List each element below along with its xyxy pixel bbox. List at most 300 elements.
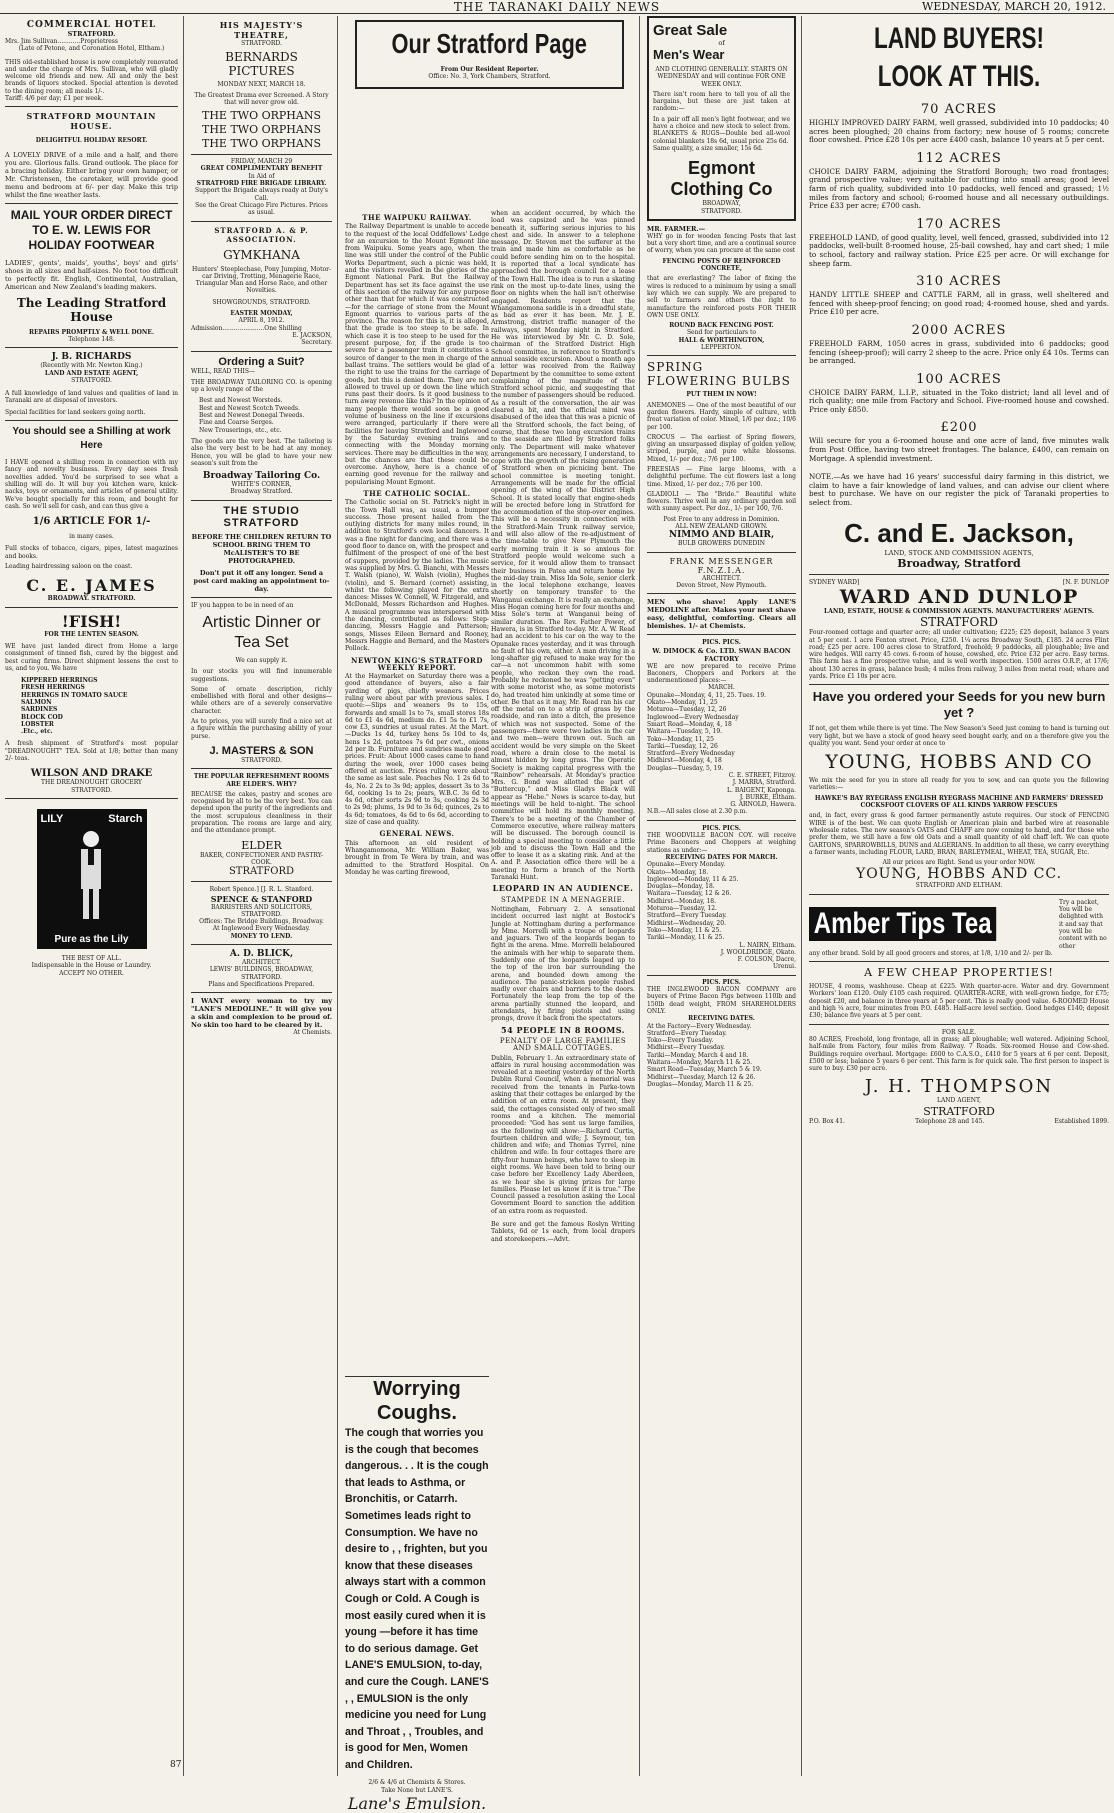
sale-title: Great Sale xyxy=(653,22,728,39)
offer-acres: £200 xyxy=(940,420,978,436)
richards-title: J. B. RICHARDS xyxy=(51,352,132,363)
gymkhana-showgrounds: SHOWGROUNDS, STRATFORD. xyxy=(212,298,311,306)
theatre-place: STRATFORD. xyxy=(241,40,282,47)
gymkhana-ad xyxy=(191,222,332,352)
woodville-date: Waitara—Tuesday, 12 & 26. xyxy=(647,890,732,898)
blick-address: LEWIS' BUILDINGS, BROADWAY, STRATFORD. xyxy=(209,966,314,981)
reporter-office: Office: No. 3, York Chambers, Stratford. xyxy=(428,73,551,81)
theatre-greatest: The Greatest Drama ever Screened. A Story that will never grow old. xyxy=(194,91,329,106)
suit-firm: Broadway Tailoring Co. xyxy=(202,471,321,482)
theatre-friday: FRIDAY, MARCH 29 xyxy=(230,158,293,166)
messenger-title: FRANK MESSENGER F.N.Z.I.A. xyxy=(669,556,774,575)
dinner-supply: We can supply it. xyxy=(235,656,288,664)
cheap-body: HOUSE, 4 rooms, washhouse. Cheap at £225. With quarter-acre. Water and dry. Government Workers' loan £120. Only £105 cash required. QUARTER-ACRE, with well-grown hedge, for £75; deposit £20, and balance in three years at 5 per cent. This is really good value. 6-ROOMED House and high ¼ acre, four minutes from P.O. £485. Half-acre level section. Good hedges £140; deposit £30; balance five years at 5 per cent. xyxy=(809,983,1109,1020)
sale-body-2: There isn't room here to tell you of all the bargains, but these are just taken at random:— xyxy=(653,90,790,113)
worrying-take: Take None but LANE'S. xyxy=(381,1786,453,1794)
thompson-title: J. H. THOMPSON xyxy=(864,1076,1054,1098)
hotel-place: STRATFORD. xyxy=(67,30,116,38)
land-title-1: LAND BUYERS! xyxy=(873,22,1044,55)
dinner-body-3: As to prices, you will surely find a nice set at a figure within the purchasing ability of your purse. xyxy=(191,718,332,740)
egmont-place: STRATFORD. xyxy=(701,207,742,215)
column-2 xyxy=(186,16,338,1776)
woodville-date: Toko—Monday, 11 & 25. xyxy=(647,926,722,934)
lily-logo-top-right: Starch xyxy=(108,812,143,825)
dimock-date: Douglas—Tuesday, 5, 19. xyxy=(647,764,724,772)
dimock-agent: L. BAIGENT, Kaponga. xyxy=(727,786,796,794)
great-sale-ad xyxy=(647,16,796,221)
general-body: This afternoon an old resident of Whangamomona, Mr. William Baker, was brought in from Te Wera by train, and was admitted to the Stratford Hospital. On Monday he was carting firewood, xyxy=(345,839,489,876)
offer-description: CHOICE DAIRY FARM, L.I.P., situated in the Toko district; land all level and of rich quality; one mile from Factory and School. Five-roomed house and cowshed. Price only £850. xyxy=(809,387,1109,414)
shilling-price: 1/6 ARTICLE FOR 1/- xyxy=(32,516,151,528)
bulbs-title: SPRING FLOWERING BULBS xyxy=(647,360,791,389)
fish-ad xyxy=(5,608,178,799)
mountain-title: STRATFORD MOUNTAIN HOUSE. xyxy=(26,111,157,132)
young-body-2: and, in fact, every grass & good farmer permanently astute requires. Our stock of FENCING WIRE is of the best. We can quote English or American plain and barbed wire at reasonable wholesale rates. The new season's OATS and CHAFF are now coming to hand, and for those who prefer them, we still have a few old Oats and a small quantity of old chaff left. We can quote GARTONS, SPARROWBILLS, DUNS and ALGERIANS. In addition to all these, we carry everything a farmer wants, including FLOUR, LARD, BRAN, BARLEYMEAL, WHEAT, TEA, SUGAR, Etc. xyxy=(809,812,1109,856)
suit-item: Fine and Coarse Serges. xyxy=(199,419,274,427)
leopard-body: Nottingham, February 2. A sensational incident occurred last night at Bostock's Jungle at Nottingham during a performance by Mme. Morrelli with a troupe of leopards and jaguars. Two of the leopards began to fight in the arena. Mme. Morrelli belaboured the animals with her whip to separate them. Suddenly one of the leopards leaped up to the top of the iron bar surrounding the arena, and bounded down among the audience. The panic-stricken people rushed madly over chairs and barriers to the doors. Fortunately the leap from the top of the arena partially stunned the leopard, and attendants, by firing pistols and using prongs, drove it back from the spectators. xyxy=(491,905,635,1023)
catholic-heading: THE CATHOLIC SOCIAL. xyxy=(363,488,471,498)
egmont-address: BROADWAY, xyxy=(702,200,741,208)
gymkhana-jackson: E. JACKSON, xyxy=(292,331,332,339)
dimock-date: Tariki—Tuesday, 12, 26 xyxy=(647,742,718,750)
amber-foot: any other brand. Sold by all good grocers and stores, at 1/8, 1/10 and 2/- per lb. xyxy=(809,949,1053,957)
inglewood-bacon-ad xyxy=(647,976,796,1088)
rooms-heading: 54 PEOPLE IN 8 ROOMS. xyxy=(501,1024,625,1035)
farmer-firm: HALL & WORTHINGTON, xyxy=(678,336,765,344)
spence-money: MONEY TO LEND. xyxy=(230,932,293,940)
sale-80-acres: 80 ACRES, Freehold, long frontage, all in grass; all ploughable; well watered. Adjoining School, half-mile from Factory, four miles from Railway. 7 Roads. Six-roomed House and Cow-shed. Buildings require overhaul. Mortgage: £600 to C.A.S.O., £410 for 5 years at 6 per cent. Deposit, £500 or less; balance 5 years 6 per cent. This farm is for quick sale. The first person to inspect is sure to buy. £30 per acre. xyxy=(809,1035,1109,1073)
inglewood-date: Midhirst—Every Tuesday. xyxy=(647,1044,725,1052)
fish-item: .Etc., etc. xyxy=(21,728,53,736)
jackson-title: C. and E. Jackson, xyxy=(844,517,1074,548)
woodville-agent: F. COLSON, Dacre, xyxy=(737,956,796,964)
shave-ad xyxy=(647,594,796,635)
thompson-ad xyxy=(809,1025,1109,1125)
seeds-ad xyxy=(809,685,1109,894)
shilling-body: I HAVE opened a shilling room in connection with my fancy and novelty business. Every day sees fresh novelties added. You'd be surprised to see what a shilling will do. It will buy you kitchen ware, knick-nacks, toys or ornaments, and articles of general utility. We've bought specially for this room, and bought for cash. So we'll sell for cash, and can thus give a xyxy=(5,459,178,510)
masthead xyxy=(0,0,1114,14)
leopard-subheading: STAMPEDE IN A MENAGERIE. xyxy=(501,895,625,904)
theatre-title: HIS MAJESTY'S THEATRE, xyxy=(219,20,304,40)
dinner-intro: IF you happen to be in need of an xyxy=(191,601,294,609)
theatre-monday: MONDAY NEXT, MARCH 18. xyxy=(217,81,306,89)
offer-description: Will secure for you a 6-roomed house and one acre of land, five minutes walk from Post Office, having two street frontages. The balance, £400, can remain on Mortgage. A splendid investment. xyxy=(809,436,1109,463)
shilling-ad xyxy=(5,421,178,608)
dimock-note: N.B.—All sales close at 2.30 p.m. xyxy=(647,808,748,816)
seeds-title: Have you ordered your Seeds for you new burn yet ? xyxy=(812,689,1106,721)
lily-tagline-3: ACCEPT NO OTHER. xyxy=(59,969,124,977)
spence-title: SPENCE & STANFORD xyxy=(210,893,313,904)
lewis-brand: The Leading Stratford House xyxy=(16,295,167,324)
woodville-agent: Urenui. xyxy=(772,963,796,971)
james-title: C. E. JAMES xyxy=(26,576,157,596)
offer-description: FREEHOLD LAND, of good quality, level, well fenced, grassed, subdivided into 12 paddocks, well-built 8-roomed house, 25-bail cowshed, hay and cart shed; 1 mile to school, factory and railway station. Price £25 per acre. Or will exchange for sheep farm. xyxy=(809,232,1109,268)
theatre-benefit: GREAT COMPLIMENTARY BENEFIT xyxy=(200,165,323,173)
bulbs-freesias: FREESIAS — Fine large blooms, with a delightful perfume. The cut flowers last a long time. Mixed, 1/- per doz.; 7/6 per 100. xyxy=(647,465,796,488)
medoline-ad xyxy=(191,993,332,1036)
woodville-bacon-ad xyxy=(647,821,796,976)
general-heading: GENERAL NEWS. xyxy=(379,829,455,839)
lily-starch-ad xyxy=(5,799,178,977)
theatre-support: Support the Brigade always ready at Duty's Call. xyxy=(195,187,328,202)
studio-body-2: Don't put it off any longer. Send a post card making an appointment to-day. xyxy=(193,568,330,593)
offer-acres: 2000 ACRES xyxy=(911,322,1007,338)
orphans-2: THE TWO ORPHANS xyxy=(201,123,321,137)
offer-acres: 70 ACRES xyxy=(920,102,998,117)
bulbs-anemones: ANEMONES — One of the most beautiful of our garden flowers. Hardy, simple of culture, with freat variation of color. Mixed, 1/6 per doz.; 10/6 per 100. xyxy=(647,401,796,431)
hotel-title: COMMERCIAL HOTEL xyxy=(26,20,157,30)
fish-items xyxy=(21,677,178,735)
amber-side: Try a packet, You will be delighted with it and say that you will be content with no other xyxy=(1059,898,1107,950)
elder-head: THE POPULAR REFRESHMENT ROOMS ARE ELDER'S. WHY? xyxy=(193,773,330,788)
worrying-price: 2/6 & 4/6 at Chemists & Stores. xyxy=(368,1779,466,1787)
fencing-posts-ad xyxy=(647,221,796,356)
orphans-3: THE TWO ORPHANS xyxy=(201,137,321,151)
elder-subtitle: BAKER, CONFECTIONER AND PASTRY-COOK. xyxy=(199,851,324,866)
thompson-place: STRATFORD xyxy=(923,1104,995,1118)
studio-title: THE STUDIO STRATFORD xyxy=(223,504,300,529)
gymkhana-body: Hunters' Steeplechase, Pony Jumping, Motor-car Driving, Trotting, Menagerie Race, Triangular Man and Horse Race, and other Novelties. xyxy=(191,265,332,295)
ward-dunlop-ad xyxy=(809,575,1109,686)
land-title-2: LOOK AT THIS. xyxy=(877,60,1041,93)
bulbs-firm: NIMMO AND BLAIR, xyxy=(668,530,775,541)
farmer-body: WHY go in for wooden fencing Posts that last but a very short time, and are a continual source of worry, when you can procure at the same cost xyxy=(647,232,796,255)
sale-of: of xyxy=(718,39,725,47)
gymkhana-title: GYMKHANA xyxy=(223,247,300,262)
richards-place: STRATFORD. xyxy=(71,376,112,384)
amber-tea-ad xyxy=(809,895,1109,962)
wilson-subtitle: THE DREADNOUGHT GROCERY xyxy=(40,779,143,787)
amber-title: Amber Tips Tea xyxy=(809,907,996,941)
blick-role: ARCHITECT. xyxy=(241,959,282,966)
fish-subtitle: FOR THE LENTEN SEASON. xyxy=(44,630,139,638)
ward-name: SYDNEY WARD] xyxy=(809,578,860,586)
offer-description: CHOICE DAIRY FARM, adjoining the Stratford Borough; two road frontages; grand prospective value; very suitable for cutting into small areas; good level farm of rich quality, subdivided into 10 paddocks, well fenced and grassed; 1½ miles from factory and school; 6-roomed house and all necessary outbuildings. Price £33 per acre; £700 cash. xyxy=(809,166,1109,211)
waipuku-heading: THE WAIPUKU RAILWAY. xyxy=(362,213,472,222)
thompson-role: LAND AGENT, xyxy=(936,1097,982,1105)
blick-plans: Plans and Specifications Prepared. xyxy=(208,980,315,988)
young-body: We mix the seed for you in store all ready for you to sow, and can quote you the following varieties:— xyxy=(809,777,1109,792)
dimock-date: Opunake—Monday, 4, 11, 25. Tues. 19. xyxy=(647,691,767,699)
news-column-right xyxy=(491,210,635,1770)
medoline-chemists: At Chemists. xyxy=(293,1029,332,1037)
woodville-date: Opunake—Every Monday. xyxy=(647,861,726,869)
jackson-role: LAND, STOCK AND COMMISSION AGENTS, xyxy=(884,548,1034,557)
dimock-agent: J. MARRA, Stratford. xyxy=(732,779,796,787)
dimock-dates xyxy=(647,692,796,772)
messenger-ad xyxy=(647,553,796,595)
young-place: STRATFORD AND ELTHAM. xyxy=(915,882,1003,890)
offer-acres: 170 ACRES xyxy=(916,216,1002,232)
inglewood-date: At the Factory—Every Wednesday. xyxy=(647,1022,752,1030)
dimock-body: WE are now prepared to receive Prime Baconers, Choppers and Porkers at the undermentioned places:— xyxy=(647,662,796,685)
lily-tagline: THE BEST OF ALL. xyxy=(61,954,122,962)
spence-names: Robert Spence.] [J. R. L. Stanford. xyxy=(209,886,314,894)
rooms-footer-advert: Be sure and get the famous Roslyn Writing Tablets, 6d or 1s each, from local drapers and storekeepers.—Advt. xyxy=(491,1221,635,1243)
richards-ad xyxy=(5,348,178,421)
page-number: 87 xyxy=(170,1760,182,1770)
richards-body-2: Special facilities for land seekers going north. xyxy=(5,408,146,416)
woodville-date: Midhirst—Wednesday, 20. xyxy=(647,919,726,927)
dunlop-name: [N. F. DUNLOP xyxy=(1062,578,1109,586)
farmer-heading: MR. FARMER.— xyxy=(647,224,706,233)
blick-ad xyxy=(191,945,332,993)
spence-ad xyxy=(191,882,332,945)
column-3 xyxy=(340,16,640,1813)
bulbs-gladioli: GLADIOLI — The "Bride." Beautiful white flowers. Thrive well in any ordinary garden soil with sunny aspect. Per doz., 1/- per 100, 7/6. xyxy=(647,490,796,513)
dinner-set-ad xyxy=(191,598,332,770)
dimock-agent: G. ARNOLD, Hawera. xyxy=(730,801,796,809)
suit-well: WELL, READ THIS— xyxy=(191,367,255,375)
inglewood-date: Tariki—Monday, March 4 and 18. xyxy=(647,1051,749,1059)
inglewood-date: Stratford—Every Tuesday. xyxy=(647,1029,727,1037)
inglewood-title: THE INGLEWOOD BACON COMPANY are buyers of Prime Bacon Pigs between 110lb and 150lb dead weight, FROM SHAREHOLDERS ONLY. xyxy=(647,986,796,1015)
bulbs-put: PUT THEM IN NOW! xyxy=(686,391,757,399)
bulbs-grown: ALL NEW ZEALAND GROWN. xyxy=(675,523,768,531)
worrying-brand: Lane's Emulsion. xyxy=(347,1794,487,1813)
suit-body: THE BROADWAY TAILORING CO. is opening up a lovely range of the xyxy=(191,378,332,394)
suit-title: Ordering a Suit? xyxy=(218,355,305,368)
jackson-address: Broadway, Stratford xyxy=(897,556,1021,570)
richards-role: LAND AND ESTATE AGENT, xyxy=(44,369,139,377)
woodville-date: Tariki—Monday, 11 & 25. xyxy=(647,934,725,942)
suit-corner: WHITE'S CORNER, xyxy=(231,481,292,489)
dimock-date: Waitara—Tuesday, 5, 19. xyxy=(647,728,723,736)
shave-body: MEN who shave! Apply LANE'S MEDOLINE after. Makes your next shave easy, delightful, comforting. Clears all blemishes. 1/- at Chemists. xyxy=(647,598,796,631)
worrying-body: The cough that worries you is the cough that becomes dangerous. . . It is the cough that leads to Asthma, or Bronchitis, or Catarrh. Sometimes leads right to Consumption. We have no desire to , , frighten, but you know that these diseases always start with a common Cough or Cold. A Cough is most easily cured when it is young —before it has time to do serious damage. Get LANE'S EMULSION, to-day, and cure the Cough. LANE'S , , EMULSION is the only medicine you need for Lung and Throat , , Troubles, and is good for Men, Women and Children. xyxy=(345,1427,489,1771)
pics-label-3: PICS. PICS. xyxy=(702,978,741,986)
lewis-title: MAIL YOUR ORDER DIRECT TO E. W. LEWIS FOR HOLIDAY FOOTWEAR xyxy=(10,207,173,252)
sale-wear: Men's Wear xyxy=(653,47,725,62)
fish-item: SALMON xyxy=(21,698,52,706)
bulbs-crocus: CROCUS — The earliest of Spring flowers, giving an unsurpassed display of golden yellow, striped, purple, and pure white blossoms. Mixed, 1/- per doz.; 7/6 per 100. xyxy=(647,433,796,463)
gymkhana-easter: EASTER MONDAY, xyxy=(230,310,293,318)
thompson-box: P.O. Box 41. xyxy=(809,1117,845,1125)
suit-ad xyxy=(191,352,332,501)
commercial-hotel-ad xyxy=(5,16,178,107)
farmer-body-2: that are everlasting? The labor of fixing the wires is reduced to a minimum by using a small key which we can supply. We are prepared to sell to farmers and others the right to manufacture the reinforced posts FOR THEIR OWN USE ONLY. xyxy=(647,275,796,319)
lily-logo xyxy=(37,809,147,949)
theatre-see: See the Great Chicago Fire Pictures. Prices as usual. xyxy=(195,201,328,217)
dimock-date: Toko—Monday, 11, 25 xyxy=(647,735,714,743)
pics-label: PICS. PICS. xyxy=(702,639,741,647)
ap-title: STRATFORD A. & P. ASSOCIATION. xyxy=(214,225,309,244)
pics-label-2: PICS. PICS. xyxy=(702,824,741,832)
suit-address: Broadway Stratford. xyxy=(230,488,293,496)
young-prices: All our prices are Right. Send us your order NOW. xyxy=(882,859,1036,867)
wilson-place: STRATFORD. xyxy=(71,786,112,794)
woodville-date: Douglas—Monday, 18. xyxy=(647,883,715,891)
elder-body: BECAUSE the cakes, pastry and scones are recognised by all to be the very best. You can depend upon the purity of the ingredients and the most scrupulous cleanliness in their preparation. The rooms are large and airy, and the attendance prompt. xyxy=(191,790,332,835)
resident-reporter: From Our Resident Reporter. xyxy=(440,66,539,73)
dimock-title: W. DIMOCK & Co. LTD. SWAN BACON FACTORY xyxy=(652,646,791,663)
inglewood-dates xyxy=(647,1023,796,1089)
column-5 xyxy=(804,16,1114,1776)
woodville-dates-head: RECEIVING DATES FOR MARCH. xyxy=(665,853,778,861)
land-buyers-ad xyxy=(809,16,1109,575)
hotel-proprietor-note: (Late of Petone, and Coronation Hotel, Eltham.) xyxy=(18,45,165,53)
dimock-date: Stratford—Every Wednesday xyxy=(647,750,735,758)
hotel-body: THIS old-established house is now completely renovated and under the charge of Mrs. Sullivan, who will gladly welcome old friends and new. All and only the best brands of liquors stocked. Special attention is devoted to the dining room; all meals 1/-. xyxy=(5,58,178,95)
studio-ad xyxy=(191,501,332,598)
suit-item: Best and Newest Scotch Tweeds. xyxy=(199,404,300,412)
lewis-footwear-ad xyxy=(5,204,178,349)
fish-item: BLOCK COD xyxy=(21,713,63,721)
dimock-agent: J. BURKE, Eltham. xyxy=(739,793,796,801)
gymkhana-secretary: Secretary. xyxy=(301,339,332,347)
inglewood-dates-head: RECEIVING DATES. xyxy=(688,1015,755,1023)
dimock-date: Okato—Monday, 11, 25 xyxy=(647,699,718,707)
thompson-telephone: Telephone 28 and 145. xyxy=(915,1117,985,1125)
catholic-body: The Catholic social on St. Patrick's night in the Town Hall was, as usual, a bumper success. Those present hailed from the outlying districts for many miles round, in addition to Stratford's own local dancers. It was a fine night for dancing, and there was a good floor to dance on, with the prospect and fulfilment of the prospect of one of the best of suppers, provided by the ladies. The music was supplied by Mrs. G. Bianchi, with Messrs T. Walsh (piano), W. Walsh (violin), Hughes (violin), and S. Bernard (cornet) assisting, whilst the following played for the extra dances: Misses W. Connell, W. Fitzgerald, and McDonald, Messrs Richardson and Hughes. A musical programme was interspersed with the dancing, contributed as follows: Step-dancing, Messrs Haggie and Patterson; songs, Misses Eileen Bernard and Rooney, Messrs Haggie and Bernard, and the Masters Pollock. xyxy=(345,499,489,653)
gymkhana-admission: Admission......................One Shilling xyxy=(191,324,302,332)
offer-acres: 100 ACRES xyxy=(916,371,1002,387)
young-grasses: HAWKE'S BAY RYEGRASS ENGLISH RYEGRASS MACHINE AND FARMERS' DRESSED COCKSFOOT CLOVERS OF ALL KINDS YARROW FESCUES xyxy=(814,794,1104,810)
woodville-agent: J. WOOLDRIDGE, Okato. xyxy=(720,948,796,956)
dimock-date: Inglewood—Every Wednesday xyxy=(647,713,739,721)
hotel-tariff: Tariff: 4/6 per day; £1 per week. xyxy=(5,95,104,103)
james-place: BROADWAY. STRATFORD. xyxy=(47,595,136,603)
lewis-body: LADIES', gents', maids', youths', boys' and girls' shoes in all sizes and half-sizes. No foot too difficult to perfectly fit. English, Continental, Australian, American and New Zealand's leading makers. xyxy=(5,258,178,291)
offer-acres: 112 ACRES xyxy=(916,150,1002,166)
sale-heading: FOR SALE. xyxy=(941,1028,977,1036)
leopard-heading: LEOPARD IN AN AUDIENCE. xyxy=(492,883,634,894)
worrying-coughs-ad xyxy=(345,1376,489,1813)
fish-item: LOBSTER xyxy=(21,720,54,728)
spence-role: BARRISTERS AND SOLICITORS, STRATFORD. xyxy=(210,903,313,918)
gymkhana-april: APRIL 8, 1912. xyxy=(238,317,285,325)
fish-tea: A fresh shipment of Stratford's most popular "DREADNOUGHT" TEA. Sold at 1/8; better than many 2/- teas. xyxy=(5,740,178,763)
masters-place: STRATFORD. xyxy=(241,756,282,764)
richards-subtitle: (Recently with Mr. Newton King.) xyxy=(40,362,143,370)
thompson-established: Established 1899. xyxy=(1054,1117,1109,1125)
suit-body-2: The goods are the very best. The tailoring is also the very best to be had at any money. Hence, you will be glad to have your new season's suit from the xyxy=(191,437,332,467)
messenger-address: Devon Street, New Plymouth. xyxy=(676,581,767,589)
ward-place: STRATFORD xyxy=(919,615,999,630)
offer-description: FREEHOLD FARM, 1050 acres in grass, subdivided into 6 paddocks; good fencing (sheep-proof); will carry 2 sheep to the acre. Price only £4 10s. Terms can be arranged. xyxy=(809,338,1109,366)
mountain-body: A LOVELY DRIVE of a mile and a half, and there you are. Glorious falls. Grand outlook. The place for a bracing holiday. Either bring your own hamper, or Mr. Christensen, the caretaker, will provide good menu and bedroom at 6/- per day. Make this trip whilst the fine weather lasts. xyxy=(5,150,178,199)
fish-item: HERRINGS IN TOMATO SAUCE xyxy=(21,691,128,699)
suit-items xyxy=(199,397,332,433)
woodville-agents xyxy=(647,942,796,971)
inglewood-date: Waitara—Monday, March 11 & 25. xyxy=(647,1058,753,1066)
young-title: YOUNG, HOBBS AND CO xyxy=(825,751,1093,774)
hotel-proprietor: Mrs. Jim Sullivan............Proprietress xyxy=(5,38,118,45)
cheap-properties-ad xyxy=(809,962,1109,1024)
ward-role: LAND, ESTATE, HOUSE & COMMISSION AGENTS. MANUFACTURERS' AGENTS. xyxy=(824,607,1094,615)
dinner-body: In our stocks you will find innumerable suggestions. xyxy=(191,668,332,683)
offer-description: HANDY LITTLE SHEEP and CATTLE FARM, all in grass, well sheltered and fenced with sheep-proof fencing; on good road; 4-roomed house, shed and yards. Price £10 per acre. xyxy=(809,290,1109,317)
farmer-send: Send for particulars to xyxy=(686,329,757,337)
farmer-round: ROUND BACK FENCING POST. xyxy=(669,322,774,330)
seeds-body: If not, get them while there is yet time. The New Season's Seed just coming to hand is turning out very light, but we have a stock of good heavy seed bought early, and on a therefore give you the quality you want. Send your order at once to xyxy=(809,725,1109,747)
dimock-date: Moturoa—Tuesday, 12, 26 xyxy=(647,706,727,714)
lily-logo-bottom: Pure as the Lily xyxy=(54,933,129,945)
inglewood-date: Douglas—Monday, March 11 & 25. xyxy=(647,1080,754,1088)
woodville-date: Okato—Monday, 18. xyxy=(647,868,709,876)
fish-title: !FISH! xyxy=(61,611,122,631)
spence-inglewood: At Inglewood Every Wednesday. xyxy=(212,925,311,933)
land-note: NOTE.—As we have had 16 years' successful dairy farming in this district, we claim to have a fair knowledge of land values, and can advise our client where best to purchase. We have on our register the pick of Taranaki properties to select from. xyxy=(809,472,1109,508)
dimock-agents xyxy=(647,772,796,808)
general-body-continued: when an accident occurred, by which the load was capsized and he was pinned beneath it, suffering serious injuries to his chest and side. In answer to a telephone message, Dr. Steven met the sufferer at the train and made him as comfortable as he could before sending him on to the hospital. It is reported that a local syndicate has approached the borough council for a lease of the Town Hall. The idea is to run a skating rink on the most up-to-date lines, using the floor on nights when the hall isn't otherwise engaged. Residents report that the Whangamomona saddle is in a dreadful state, as bad as ever it has been. Mr. J. E. Armstrong, district traffic manager of the railways, spent Monday night in Stratford. He was interviewed by Mr. C. D. Sole, chairman of the Stratford District High School committee, in reference to Stratford's annual seaside excursion. About a month ago a letter was received from the Railway Department by the committee to some extent complaining of the magnitude of the Stratford school picnic, and suggesting that the number of passengers should be reduced. As a result of the conversation, the air was cleared a bit, and the official mind was disabused of the idea that this was a picnic of all the Stratford schools, the fact being, of course, that these two long excursion trains to the seaside are filled by Stratford folks only. The Department will make whatever arrangements are necessary, I understand, to cope with the growth of the rising generation of Stratford when on picnicing bent. The school committee is meeting tonight. Arrangements will be made for the official opening of the wing of the District High School. It is stated locally that engine-sheds will be erected before long in Stratford for the accommodation of the stop-over engines. This will be a necessity in connection with the Stratford-Main Trunk railway service, and will also allow of the re-adjustment of the time-table to give New Plymouth the early morning train it is so anxious for. Stratford people would welcome such a service, for it would allow them to transact their business in Patea and return home by the mid-day train. Miss Ida Sole, senior clerk in the local telephone exchange, leaves shortly on temporary transfer to the Wanganui exchange. It is really an exchange, Miss Hogan coming here for four months and Miss Sole's term at Wanganui being of similar duration. The Rev. Father Power, of Hawera, is in Stratford to-day. Mr. A. W. Read had an accident to his car on the way to the Opunake races yesterday, and it was through no fault of his own, either. A man driving in a long-shafter gig refused to make way for the car—a not uncommon habit with some people, who reckon they own the road. Probably he reckoned he was "getting even" with some motorist who, as some motorists do, had treated him unkindly at some time or other. Be that as it may, Mr. Read ran his car off the metal on to a strip of grass by the roadside, and ran into a ditch, the presence of which was not suspected. Some of the passengers—there were two ladies in the car and two men—were thrown out. Such an accident would be very simple on the Skeet road, where a drain close to the metal is almost hidden by long grass. The Operatic Society is making capital progress with the "Rainbow" rehearsals. At Monday's practice Mrs. G. Bond was allotted the part of "Buttercup," and Miss Gladys Black will appear as "Hebe." News is scarce to-day, but meetings will be held to-night. The school committee will hold its monthly meeting. There's to be a meeting of the Chamber of Commerce executive, where railway matters will be discussed. The borough council is holding a special meeting to consider a little job and to discuss the Town Hall and the offer to lease it as a skating rink. And at the A. and P. Association office there will be a meeting to form a branch of the North Taranaki Hunt. xyxy=(491,210,635,882)
woodville-date: Inglewood—Monday, 11 & 25. xyxy=(647,875,739,883)
newton-heading: NEWTON KING'S STRATFORD WEEKLY REPORT. xyxy=(351,655,483,672)
dimock-date: Smart Road—Monday, 4, 18 xyxy=(647,720,732,728)
lily-logo-top-left: LILY xyxy=(40,812,64,825)
bernards-pictures: BERNARDS PICTURES xyxy=(225,50,298,79)
bulbs-growers: BULB GROWERS DUNEDIN xyxy=(677,540,765,548)
inglewood-date: Toko—Every Tuesday. xyxy=(647,1037,714,1045)
lily-tagline-2: Indispensable in the House or Laundry. xyxy=(31,962,152,970)
woodville-date: Midhirst—Monday, 18. xyxy=(647,897,717,905)
dimock-march: MARCH. xyxy=(708,684,735,692)
worrying-title: Worrying Coughs. xyxy=(373,1378,461,1424)
spence-offices: Offices: The Bridge Buildings, Broadway. xyxy=(199,918,324,926)
woodville-dates xyxy=(647,861,796,941)
studio-body: BEFORE THE CHILDREN RETURN TO SCHOOL BRING THEM TO McALISTER'S TO BE PHOTOGRAPHED. xyxy=(191,532,332,565)
farmer-place: LEPPERTON. xyxy=(701,344,742,352)
messenger-role: ARCHITECT. xyxy=(701,574,742,582)
masthead-title: THE TARANAKI DAILY NEWS xyxy=(453,0,661,14)
shilling-stock: Full stocks of tobacco, cigars, pipes, latest magazines and books. xyxy=(5,545,178,560)
mountain-house-ad xyxy=(5,107,178,203)
fish-body: WE have just landed direct from Home a large consignment of tinned fish, cured by the biggest and best curing firms. Direct shipment lessens the cost to us, and to you. We have xyxy=(5,642,178,672)
shilling-salon: Leading hairdressing saloon on the coast. xyxy=(5,563,133,571)
sale-body-3: In a pair off all men's light footwear, and we have a choice and new stock to select from. BLANKETS & RUGS—Double bed all-wool colonial blankets 18s 6d, usual price 25s 6d. xyxy=(653,115,790,145)
woodville-date: Stratford—Every Tuesday. xyxy=(647,912,727,920)
theatre-aid: In Aid of xyxy=(248,172,275,180)
young-firm: YOUNG, HOBBS AND CC. xyxy=(855,866,1063,883)
masters-title: J. MASTERS & SON xyxy=(209,744,314,757)
bulbs-post: Post Free to any address in Dominion. xyxy=(663,515,780,523)
fish-item: SARDINES xyxy=(21,706,58,714)
sale-body-4: Same quality, a size smaller, 15s 6d. xyxy=(653,144,763,152)
orphans-1: THE TWO ORPHANS xyxy=(201,109,321,123)
lewis-telephone: Telephone 148. xyxy=(68,335,115,343)
stratford-page-title: Our Stratford Page xyxy=(391,28,588,59)
woodville-agent: L. NAIRN, Eltham. xyxy=(739,941,796,949)
blick-title: A. D. BLICK, xyxy=(229,949,294,959)
elder-place: STRATFORD xyxy=(228,866,295,878)
theatre-ad xyxy=(191,16,332,222)
masthead-date: WEDNESDAY, MARCH 20, 1912. xyxy=(922,0,1106,13)
sale-body: AND CLOTHING GENERALLY. STARTS ON WEDNESDAY and will continue FOR ONE WEEK ONLY. xyxy=(655,66,788,88)
lewis-repairs: REPAIRS PROMPTLY & WELL DONE. xyxy=(29,328,154,336)
farmer-posts: FENCING POSTS OF REINFORCED CONCRETE, xyxy=(662,257,781,273)
suit-item: New Trouserings, etc., etc. xyxy=(199,426,282,434)
woodville-date: Moturoa—Tuesday, 12. xyxy=(647,905,717,913)
egmont-title: Egmont Clothing Co xyxy=(670,158,773,200)
cheap-title: A FEW CHEAP PROPERTIES! xyxy=(864,966,1054,980)
suit-item: Best and Newest Worsteds. xyxy=(199,397,283,405)
inglewood-date: Midhirst—Tuesday, March 12 & 26. xyxy=(647,1073,756,1081)
inglewood-date: Smart Road—Tuesday, March 5 & 19. xyxy=(647,1066,762,1074)
elder-ad xyxy=(191,769,332,882)
ward-body: Four-roomed cottage and quarter acre; all under cultivation; £225; £25 deposit, balance 3 years at 5 per cent. 1 acre Fenton street. Price, £250. 1¼ acres Broadway South, £185. 24 acres Flint road; £25 per acre. 100 acres close to Stratford, freehold; 9 paddocks, all ploughable; live and wire hedges. Will carry 45 cows. 6-room of house, cowshed, etc. Price £32 per acre. Easy terms. This farm has a fine prospective value, and is well worth inspection. 1500 acres O.R.P., at 17/6; about 130 acres in grass, balance bush; 4 miles from railway, 3 miles from metal road; whare and yards. Price £1 10s per acre. xyxy=(809,629,1109,680)
dinner-title: Artistic Dinner or Tea Set xyxy=(202,613,321,651)
mountain-subtitle: DELIGHTFUL HOLIDAY RESORT. xyxy=(35,137,148,145)
stratford-page-header xyxy=(355,20,624,89)
column-1 xyxy=(0,16,184,1776)
offer-description: HIGHLY IMPROVED DAIRY FARM, well grassed, subdivided into 10 paddocks; 40 acres been ploughed; 20 chains from factory; new house of 5 rooms; concrete floor cowshed. Price £28 10s per acre £400 cash, balance 10 years at 5 per cent. xyxy=(809,118,1109,145)
shilling-cases: in many cases. xyxy=(69,533,114,541)
ward-title: WARD AND DUNLOP xyxy=(839,585,1079,608)
newton-body: At the Haymarket on Saturday there was a good attendance of buyers, also a fair yarding of pigs, chiefly weaners. Prices ruling were about par with previous sales. I quote:—Slips and weaners 9s to 15s, forwards and small 1s to 7s, small stores 18s 6d to £1 4s 6d, medium do. £1 5s to £1 7s, cow £3, sundries at usual rates. At the Mart.—Ducks 1s 4d, turkey hens 5s 10d to 4s, hens 1s 2d, potatoes 7s 6d per cwt., onions 2d per lb. Furniture and sundries made good prices. Fruit: About 1000 cases came to hand during the week, over 1000 cases being offered at auction. Prices ruling were about the same as last sale. Peaches No. 1 2s 6d to 4s, No. 2 2s to 3s 9d; apples, dessert 3s to 3s 6d, cooking 1s to 2s; pears, W.B.C. 3s 6d to 4s 6d, other sorts 2s 9d to 3s, cooking 2s 3d to 2s 9d; plums, 1s 9d to 3s 6d; quinces, 2s to 4s 6d; tomatoes, 4s 6d to 6s 6d, according to size of case and quality. xyxy=(345,673,489,827)
wilson-title: WILSON AND DRAKE xyxy=(30,768,153,780)
shilling-title: You should see a Shilling at work Here xyxy=(12,426,171,452)
richards-body: A full knowledge of land values and qualities of land in Taranaki are at disposal of investors. xyxy=(5,390,178,405)
